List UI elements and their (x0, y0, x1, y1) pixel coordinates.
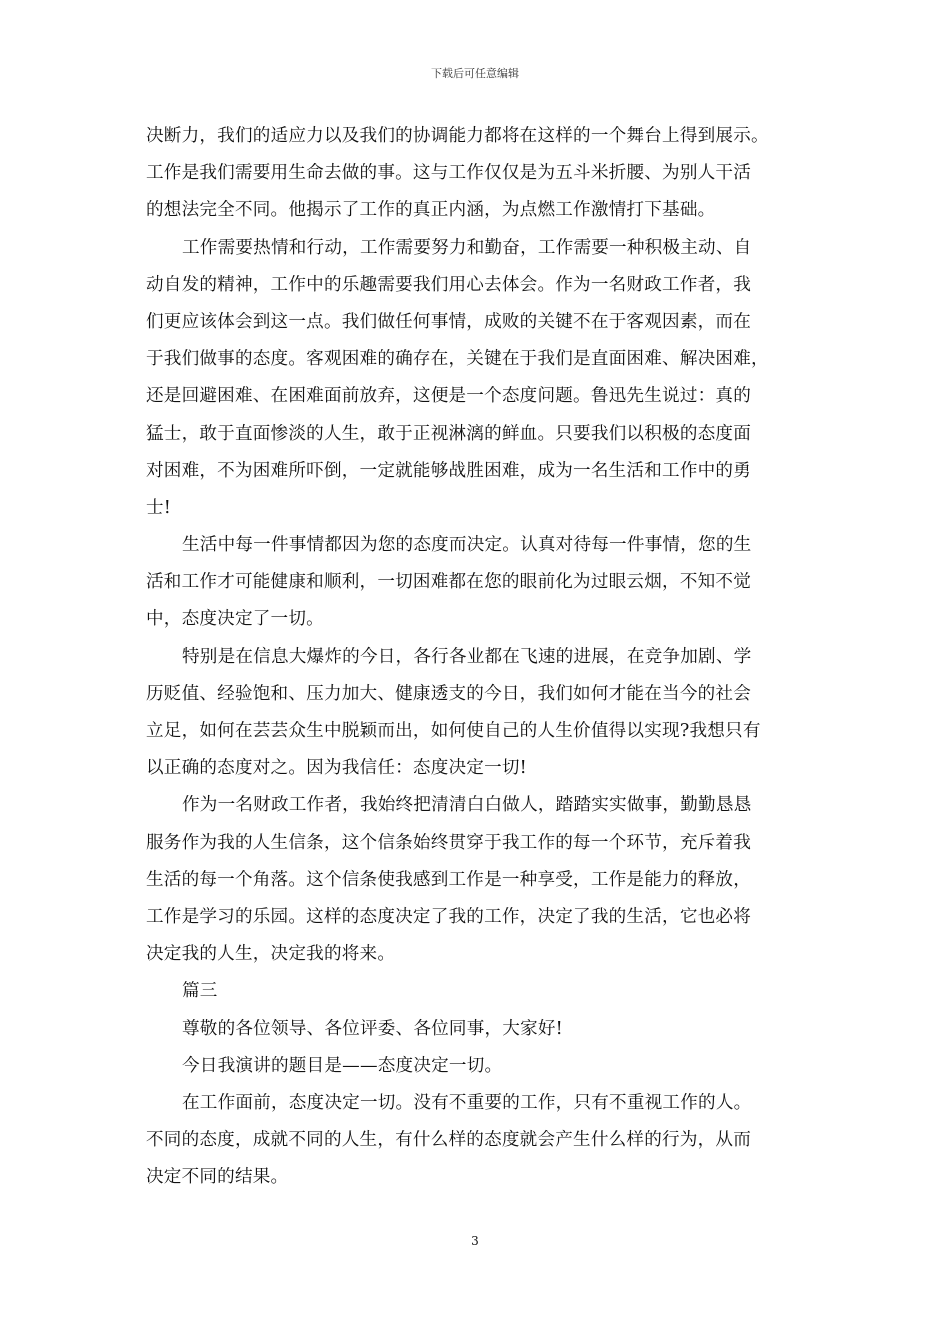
paragraph-start-line: 工作需要热情和行动，工作需要努力和勤奋，工作需要一种积极主动、自 (182, 237, 752, 258)
text-line: 决定不同的结果。 (146, 1167, 289, 1188)
text-line: 于我们做事的态度。客观困难的确存在，关键在于我们是直面困难、解决困难， (146, 349, 769, 370)
paragraph-start-line: 作为一名财政工作者，我始终把清清白白做人，踏踏实实做事，勤勤恳恳 (182, 795, 752, 816)
section-heading: 篇三 (182, 981, 218, 1002)
text-line: 对困难，不为困难所吓倒，一定就能够战胜困难，成为一名生活和工作中的勇 (146, 460, 751, 481)
greeting-line: 尊敬的各位领导、各位评委、各位同事，大家好! (182, 1018, 563, 1039)
text-line: 立足，如何在芸芸众生中脱颖而出，如何使自己的人生价值得以实现?我想只有 (146, 721, 761, 741)
paragraph-start-line: 特别是在信息大爆炸的今日，各行各业都在飞速的进展，在竞争加剧、学 (182, 646, 752, 667)
paragraph-start-line: 生活中每一件事情都因为您的态度而决定。认真对待每一件事情，您的生 (182, 535, 752, 556)
text-line: 以正确的态度对之。因为我信任：态度决定一切! (146, 758, 527, 779)
text-line: 不同的态度，成就不同的人生，有什么样的态度就会产生什么样的行为，从而 (146, 1130, 751, 1151)
paragraph-start-line: 在工作面前，态度决定一切。没有不重要的工作，只有不重视工作的人。 (182, 1092, 752, 1113)
document-body (146, 118, 811, 1196)
text-line: 决断力，我们的适应力以及我们的协调能力都将在这样的一个舞台上得到展示。 (146, 126, 769, 146)
text-line: 动自发的精神，工作中的乐趣需要我们用心去体会。作为一名财政工作者，我 (146, 274, 751, 295)
text-line: 活和工作才可能健康和顺利，一切困难都在您的眼前化为过眼云烟，不知不觉 (146, 572, 751, 593)
speech-title-line: 今日我演讲的题目是——态度决定一切。 (182, 1055, 503, 1076)
text-line: 工作是我们需要用生命去做的事。这与工作仅仅是为五斗米折腰、为别人干活 (146, 163, 751, 184)
text-line: 还是回避困难、在困难面前放弃，这便是一个态度问题。鲁迅先生说过：真的 (146, 386, 751, 407)
text-line: 工作是学习的乐园。这样的态度决定了我的工作，决定了我的生活，它也必将 (146, 906, 751, 927)
page-number: 3 (471, 1234, 479, 1248)
page-header: 下载后可任意编辑 (431, 67, 519, 80)
text-line: 服务作为我的人生信条，这个信条始终贯穿于我工作的每一个环节，充斥着我 (146, 832, 751, 853)
text-line: 中，态度决定了一切。 (146, 609, 324, 630)
text-line: 士! (146, 497, 172, 518)
text-line: 的想法完全不同。他揭示了工作的真正内涵，为点燃工作激情打下基础。 (146, 200, 716, 221)
text-line: 生活的每一个角落。这个信条使我感到工作是一种享受，工作是能力的释放， (146, 869, 751, 890)
text-line: 决定我的人生，决定我的将来。 (146, 944, 396, 965)
text-line: 猛士，敢于直面惨淡的人生，敢于正视淋漓的鲜血。只要我们以积极的态度面 (146, 423, 751, 444)
text-line: 历贬值、经验饱和、压力加大、健康透支的今日，我们如何才能在当今的社会 (146, 683, 751, 704)
text-line: 们更应该体会到这一点。我们做任何事情，成败的关键不在于客观因素，而在 (146, 311, 751, 332)
